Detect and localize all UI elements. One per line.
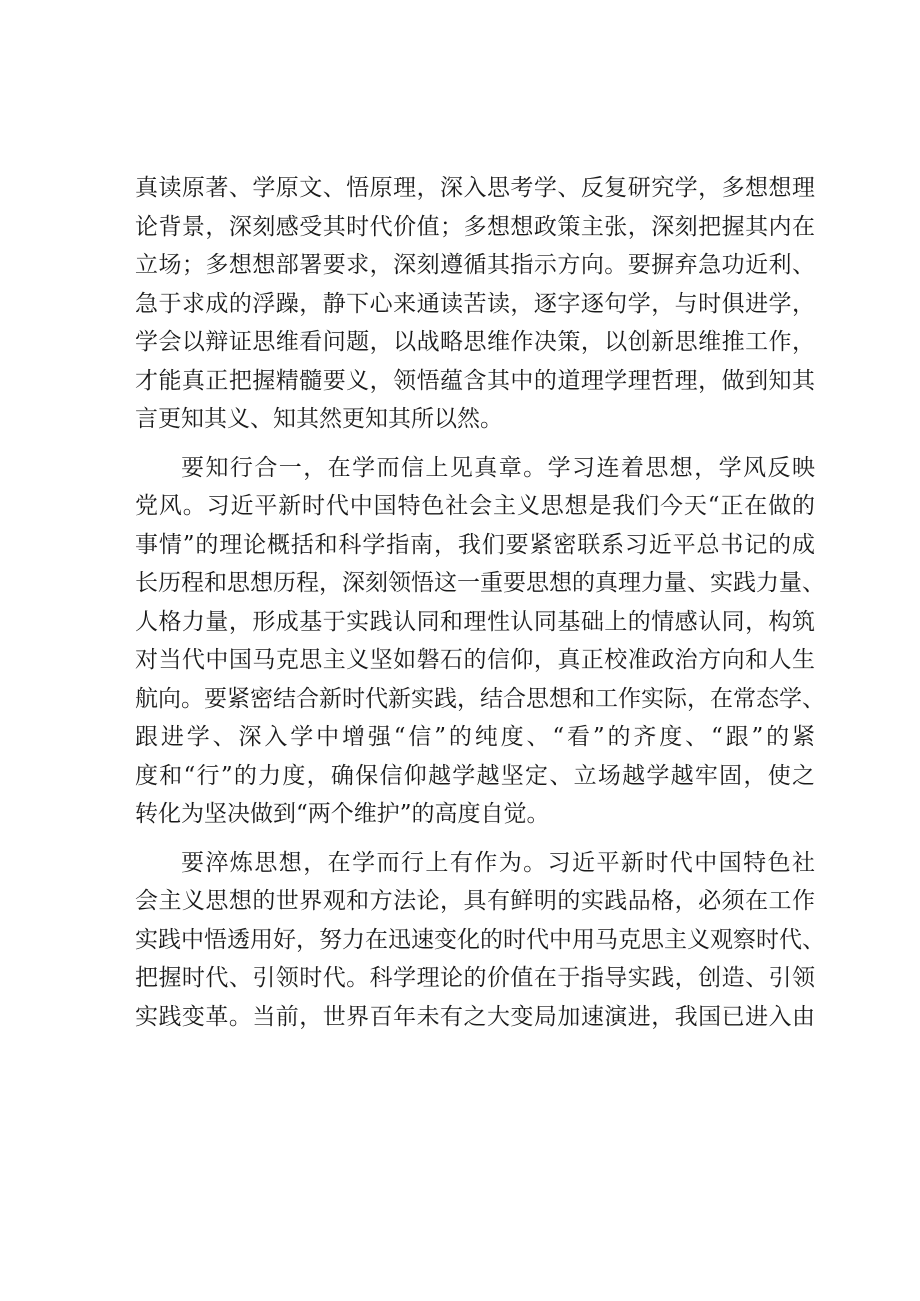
text-line: 跟进学、深入学中增强“信”的纯度、“看”的齐度、“跟”的紧 — [135, 724, 815, 750]
text-line: 学会以辩证思维看问题，以战略思维作决策，以创新思维推工作， — [135, 329, 815, 355]
text-line: 会主义思想的世界观和方法论，具有鲜明的实践品格，必须在工作 — [135, 888, 815, 914]
text-line: 真读原著、学原文、悟原理，深入思考学、反复研究学，多想想理 — [135, 175, 815, 201]
text-line: 言更知其义、知其然更知其所以然。 — [135, 406, 503, 432]
text-line: 实践中悟透用好，努力在迅速变化的时代中用马克思主义观察时代、 — [135, 926, 825, 953]
text-line: 人格力量，形成基于实践认同和理性认同基础上的情感认同，构筑 — [135, 608, 815, 635]
text-line: 实践变革。当前，世界百年未有之大变局加速演进，我国已进入由 — [135, 1003, 815, 1030]
text-line: 论背景，深刻感受其时代价值；多想想政策主张，深刻把握其内在 — [135, 213, 815, 240]
text-line: 对当代中国马克思主义坚如磐石的信仰，真正校准政治方向和人生 — [135, 647, 815, 673]
text-line: 要知行合一，在学而信上见真章。学习连着思想，学风反映 — [181, 454, 815, 481]
text-line: 转化为坚决做到“两个维护”的高度自觉。 — [135, 801, 550, 827]
paragraph-1 — [135, 169, 815, 439]
text-line: 党风。习近平新时代中国特色社会主义思想是我们今天“正在做的 — [135, 493, 815, 519]
text-line: 才能真正把握精髓要义，领悟蕴含其中的道理学理哲理，做到知其 — [135, 367, 815, 394]
paragraph-3 — [135, 844, 825, 1037]
text-line: 航向。要紧密结合新时代新实践，结合思想和工作实际，在常态学、 — [135, 685, 825, 712]
text-line: 事情”的理论概括和科学指南，我们要紧密联系习近平总书记的成 — [135, 531, 815, 558]
body-text — [135, 169, 825, 1046]
text-line: 要淬炼思想，在学而行上有作为。习近平新时代中国特色社 — [181, 849, 815, 876]
text-line: 立场；多想想部署要求，深刻遵循其指示方向。要摒弃急功近利、 — [135, 252, 815, 278]
text-line: 长历程和思想历程，深刻领悟这一重要思想的真理力量、实践力量、 — [135, 570, 825, 596]
text-line: 把握时代、引领时代。科学理论的价值在于指导实践，创造、引领 — [135, 965, 815, 991]
text-line: 度和“行”的力度，确保信仰越学越坚定、立场越学越牢固，使之 — [135, 762, 815, 789]
text-line: 急于求成的浮躁，静下心来通读苦读，逐字逐句学，与时俱进学， — [135, 290, 815, 317]
paragraph-2 — [135, 449, 825, 834]
